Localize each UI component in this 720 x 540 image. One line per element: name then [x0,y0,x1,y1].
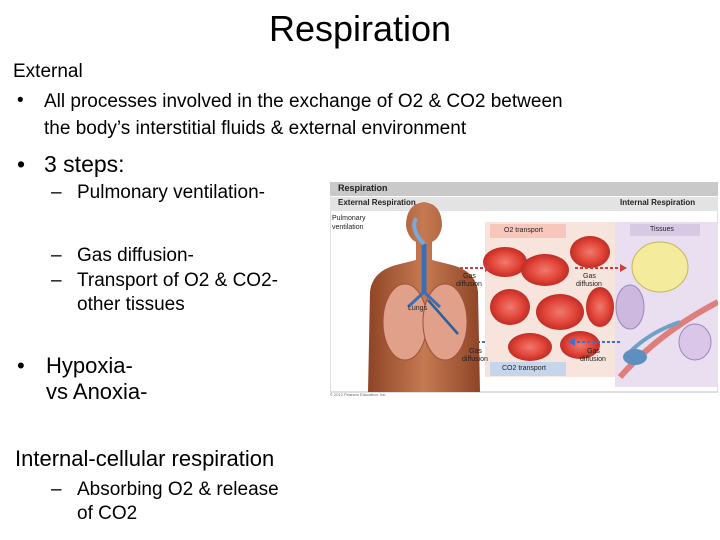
bullet-3-line-2: vs Anoxia- [46,379,148,404]
figure-internal-label: Internal Respiration [620,198,696,207]
co2-transport-label: CO2 transport [502,365,546,372]
tissues-label: Tissues [650,226,674,233]
bullet-1-line-1: All processes involved in the exchange of O2 & CO2 between [44,91,563,112]
gas-diffusion-2-line-2: diffusion [576,281,602,288]
figure-external-label: External Respiration [338,198,416,207]
step-2-dash: – [51,245,62,266]
step-3-line-1: Transport of O2 & CO2- [77,270,278,291]
bullet-1-glyph: • [17,90,24,111]
step-1-text: Pulmonary ventilation- [77,182,265,203]
internal-sub-line-1: Absorbing O2 & release [77,479,279,500]
o2-transport-label: O2 transport [504,227,543,234]
internal-heading: Internal-cellular respiration [15,446,275,471]
bullet-2-text: 3 steps: [44,151,125,177]
step-1-dash: – [51,182,62,203]
figure-header [330,182,718,196]
bullet-3-glyph: • [17,353,25,378]
step-3-dash: – [51,270,62,291]
fat-cell [632,242,688,292]
gas-diffusion-3-line-1: Gas [469,348,482,355]
tissue-cell-2 [679,324,711,360]
tissue-cell-1 [616,285,644,329]
gas-diffusion-4-line-2: diffusion [580,356,606,363]
lungs-label: Lungs [408,305,428,312]
internal-sub-line-2: of CO2 [77,503,138,524]
blue-cell [623,349,647,365]
internal-sub-dash: – [51,479,62,500]
figure-title: Respiration [338,183,388,193]
step-3-line-2: other tissues [77,294,185,315]
bullet-3-line-1: Hypoxia- [46,353,133,378]
gas-diffusion-1-line-1: Gas [463,273,476,280]
bullet-1-line-2: the body’s interstitial fluids & external environment [44,118,467,139]
gas-diffusion-2-line-1: Gas [583,273,596,280]
pulmonary-label-1: Pulmonary [332,215,366,222]
slide-title: Respiration [268,8,452,49]
gas-diffusion-3-line-2: diffusion [462,356,488,363]
gas-diffusion-4-line-1: Gas [587,348,600,355]
figure-copyright: © 2012 Pearson Education, Inc. [330,392,387,397]
bullet-2-glyph: • [17,151,26,177]
pulmonary-label-2: ventilation [332,224,364,231]
gas-diffusion-1-line-2: diffusion [456,281,482,288]
step-2-text: Gas diffusion- [77,245,194,266]
respiration-figure [330,182,718,402]
external-heading: External [13,61,83,82]
